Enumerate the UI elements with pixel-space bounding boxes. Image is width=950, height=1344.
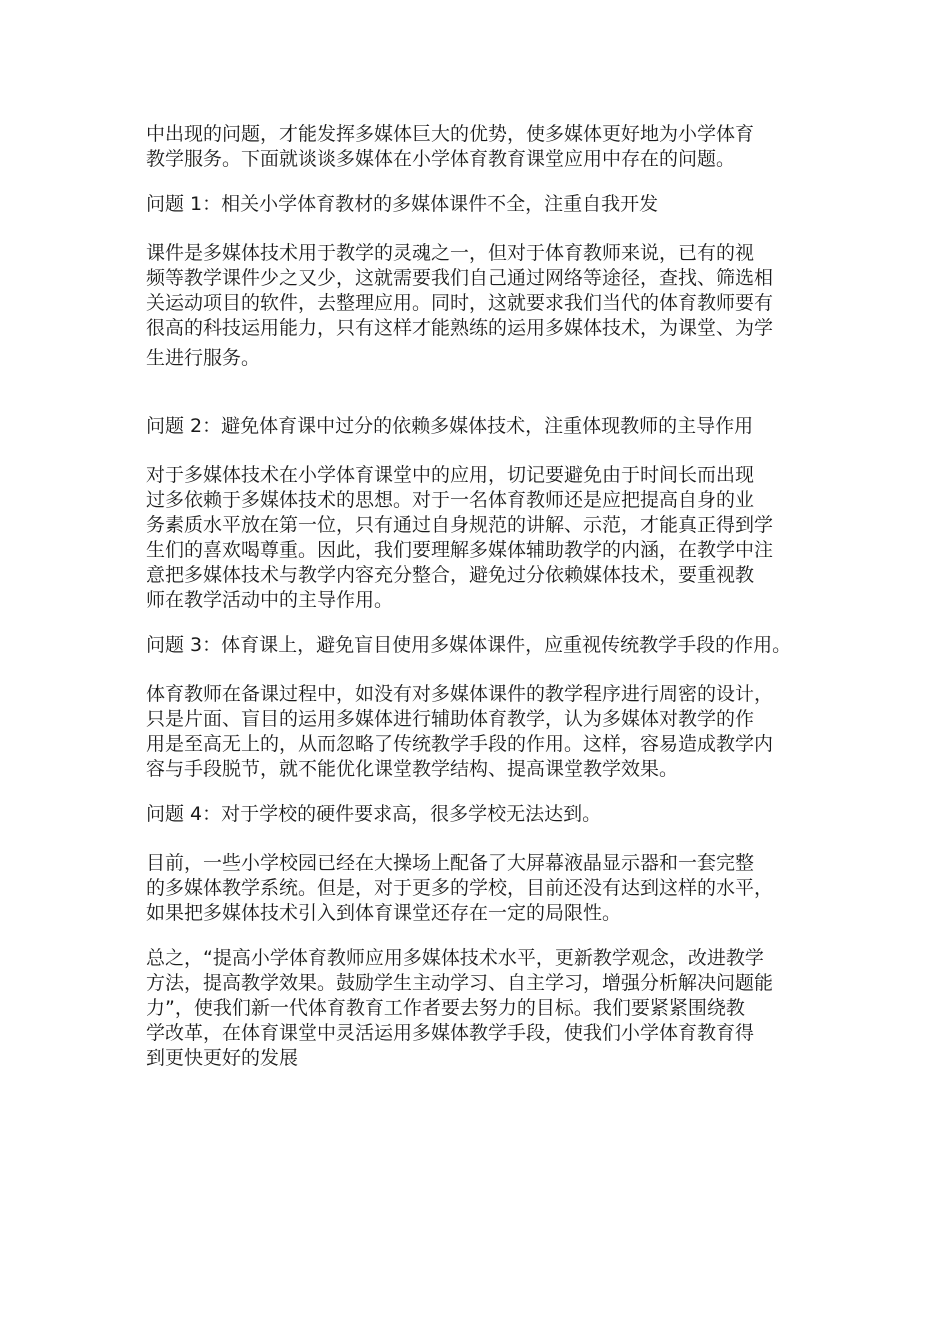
text-line: 学改革，在体育课堂中灵活运用多媒体教学手段，使我们小学体育教育得 bbox=[146, 1022, 755, 1044]
text-line: 师在教学活动中的主导作用。 bbox=[146, 589, 394, 611]
text-line: 容与手段脱节，就不能优化课堂教学结构、提高课堂教学效果。 bbox=[146, 758, 679, 780]
conclusion-paragraph bbox=[146, 946, 826, 1071]
problem1-heading: 问题 1：相关小学体育教材的多媒体课件不全，注重自我开发 bbox=[146, 193, 659, 215]
text-line: 关运动项目的软件，去整理应用。同时，这就要求我们当代的体育教师要有 bbox=[146, 292, 774, 314]
text-line: 课件是多媒体技术用于教学的灵魂之一，但对于体育教师来说，已有的视 bbox=[146, 242, 755, 264]
text-line: 教学服务。下面就谈谈多媒体在小学体育教育课堂应用中存在的问题。 bbox=[146, 148, 736, 170]
text-line: 目前，一些小学校园已经在大操场上配备了大屏幕液晶显示器和一套完整 bbox=[146, 852, 755, 874]
text-line: 用是至高无上的，从而忽略了传统教学手段的作用。这样，容易造成教学内 bbox=[146, 733, 774, 755]
text-line: 过多依赖于多媒体技术的思想。对于一名体育教师还是应把提高自身的业 bbox=[146, 489, 755, 511]
text-line: 如果把多媒体技术引入到体育课堂还存在一定的局限性。 bbox=[146, 902, 622, 924]
text-line: 方法，提高教学效果。鼓励学生主动学习、自主学习，增强分析解决问题能 bbox=[146, 972, 774, 994]
text-line: 中出现的问题，才能发挥多媒体巨大的优势，使多媒体更好地为小学体育 bbox=[146, 123, 755, 145]
problem1-paragraph bbox=[146, 241, 826, 376]
text-line: 频等教学课件少之又少，这就需要我们自己通过网络等途径，查找、筛选相 bbox=[146, 267, 774, 289]
problem2-paragraph bbox=[146, 463, 826, 613]
text-line: 的多媒体教学系统。但是，对于更多的学校，目前还没有达到这样的水平， bbox=[146, 877, 774, 899]
text-line: 只是片面、盲目的运用多媒体进行辅助体育教学，认为多媒体对教学的作 bbox=[146, 708, 755, 730]
text-line: 对于多媒体技术在小学体育课堂中的应用，切记要避免由于时间长而出现 bbox=[146, 464, 755, 486]
text-line: 意把多媒体技术与教学内容充分整合，避免过分依赖媒体技术，要重视教 bbox=[146, 564, 755, 586]
text-line: 很高的科技运用能力，只有这样才能熟练的运用多媒体技术，为课堂、为学 bbox=[146, 317, 774, 339]
document-content bbox=[146, 122, 826, 1091]
text-line: 生们的喜欢喝尊重。因此，我们要理解多媒体辅助教学的内涵，在教学中注 bbox=[146, 539, 774, 561]
problem4-heading: 问题 4：对于学校的硬件要求高，很多学校无法达到。 bbox=[146, 803, 602, 825]
intro-paragraph bbox=[146, 122, 826, 172]
text-line: 总之，“提高小学体育教师应用多媒体技术水平，更新教学观念，改进教学 bbox=[146, 947, 764, 969]
problem3-heading: 问题 3：体育课上，避免盲目使用多媒体课件，应重视传统教学手段的作用。 bbox=[146, 634, 792, 656]
problem2-heading: 问题 2：避免体育课中过分的依赖多媒体技术，注重体现教师的主导作用 bbox=[146, 415, 754, 437]
text-line: 务素质水平放在第一位，只有通过自身规范的讲解、示范，才能真正得到学 bbox=[146, 514, 774, 536]
problem4-paragraph bbox=[146, 851, 826, 926]
text-line: 生进行服务。 bbox=[146, 347, 261, 369]
text-line: 力”，使我们新一代体育教育工作者要去努力的目标。我们要紧紧围绕教 bbox=[146, 997, 745, 1019]
text-line: 到更快更好的发展 bbox=[146, 1047, 299, 1069]
problem3-paragraph bbox=[146, 682, 826, 782]
text-line: 体育教师在备课过程中，如没有对多媒体课件的教学程序进行周密的设计， bbox=[146, 683, 774, 705]
